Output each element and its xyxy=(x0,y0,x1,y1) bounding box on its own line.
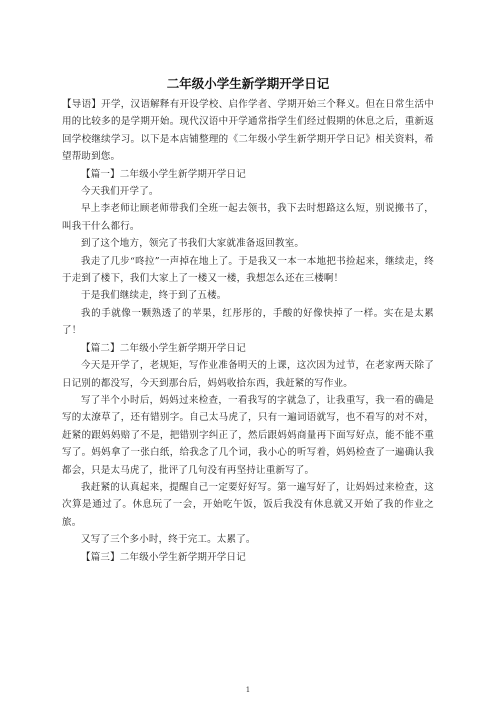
body-paragraph: 今天是开学了，老规矩，写作业准备明天的上课，这次因为过节，在老家两天除了日记别的都没写，今天到那台后，妈妈收拾东西，我赶紧的写作业。 xyxy=(62,360,434,389)
section-heading-3: 【篇三】二年级小学生新学期开学日记 xyxy=(81,551,246,563)
document-body xyxy=(62,96,434,566)
body-paragraph: 写了半个小时后，妈妈过来检查，一看我写的字就急了，让我重写，我一看的确是写的太潦草了，还有错别字。自己太马虎了，只有一遍词语就写，也不看写的对不对，赶紧的跟妈妈赔了不是，把错别字纠正了，然后跟妈妈商量再下面写好点，能不能不重写了。妈妈拿了一张白纸，给我念了几个词，我小心的听写着，妈妈检查了一遍确认我都会，只是太马虎了，批评了几句没有再坚持让重新写了。 xyxy=(62,394,434,476)
section-heading-1: 【篇一】二年级小学生新学期开学日记 xyxy=(81,168,246,180)
body-paragraph: 于是我们继续走，终于到了五楼。 xyxy=(81,290,227,302)
body-paragraph: 到了这个地方，领完了书我们大家就准备返回教室。 xyxy=(81,238,305,250)
body-paragraph: 我的手就像一颗熟透了的苹果，红彤彤的，手酸的好像快掉了一样。实在是太累了！ xyxy=(62,307,434,337)
intro-paragraph: 【导语】开学，汉语解释有开设学校、启作学者、学期开始三个释义。但在日常生活中用的比较多的是学期开始。现代汉语中开学通常指学生们经过假期的休息之后，重新返回学校继续学习。以下是本店铺整理的《二年级小学生新学期开学日记》相关资料，希望帮助到您。 xyxy=(62,99,434,163)
body-paragraph: 我赶紧的认真起来，提醒自己一定要好好写。第一遍写好了，让妈妈过来检查，这次算是通过了。休息玩了一会，开始吃午饭，饭后我没有休息就又开始了我的作业之旅。 xyxy=(62,481,434,528)
body-paragraph: 我走了几步“咚拉”一声掉在地上了。于是我又一本一本地把书捡起来，继续走，终于走到了楼下，我们大家上了一楼又一楼，我想怎么还在三楼啊！ xyxy=(62,255,434,285)
section-heading-2: 【篇二】二年级小学生新学期开学日记 xyxy=(81,342,246,354)
body-paragraph: 又写了三个多小时，终于完工。太累了。 xyxy=(81,534,256,546)
page-number: 1 xyxy=(245,686,251,694)
body-paragraph: 今天我们开学了。 xyxy=(81,186,159,198)
document-title: 二年级小学生新学期开学日记 xyxy=(166,76,330,91)
body-paragraph: 早上李老师让顾老师带我们全班一起去领书，我下去时想路这么短，别说搬书了，叫我干什么都行。 xyxy=(62,203,434,232)
